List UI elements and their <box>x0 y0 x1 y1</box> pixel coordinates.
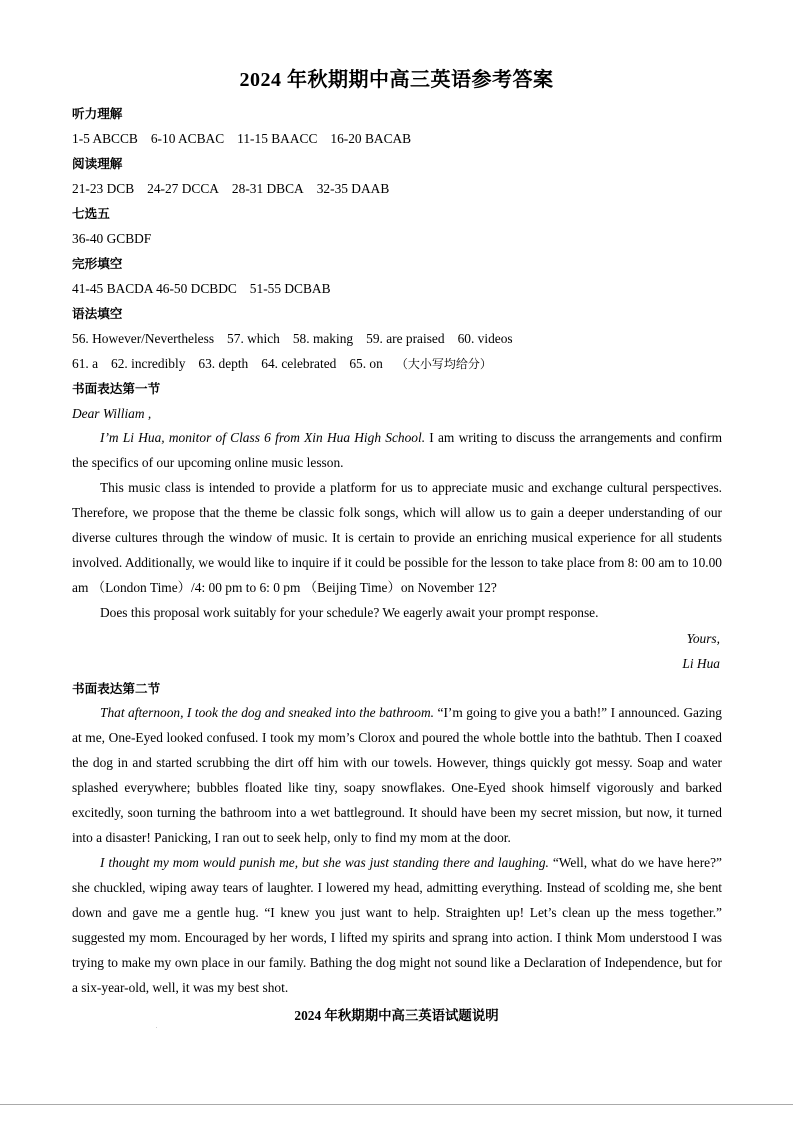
answer-item: 61. a <box>72 356 99 371</box>
writing1-heading: 书面表达第一节 <box>72 381 161 396</box>
letter-paragraph-1 <box>72 425 722 475</box>
listening-answers <box>72 130 424 148</box>
answer-group: 51-55 DCBAB <box>249 281 331 296</box>
given-opening: I thought my mom would punish me, but she was just standing there and laughing. <box>100 855 549 870</box>
grammar-heading: 语法填空 <box>72 306 123 321</box>
paragraph-text: I am writing to discuss the arrangements and confirm the specifics of our upcoming online music lesson. <box>72 430 722 470</box>
answer-item: 64. celebrated <box>261 356 337 371</box>
answer-item: 58. making <box>292 331 354 346</box>
paragraph-text: “Well, what do we have here?” she chuckled, wiping away tears of laughter. I lowered my head, admitting everything. Instead of scolding me, she bent down and gave me a gentle hug. “I knew you just want to help. Straighten up! Let’s clean up the mess together.” suggested my mom. Encouraged by her words, I lifted my spirits and sprang into action. I think Mom understood I was trying to make my own place in our family. Bathing the dog might not sound like a Declaration of Independence, but for a six-year-old, well, it was my best shot. <box>72 855 722 995</box>
seven-choose-five-answers <box>72 230 164 248</box>
answer-group: 36-40 GCBDF <box>72 231 152 246</box>
letter-paragraph-2: This music class is intended to provide a platform for us to appreciate music and exchange cultural perspectives. Therefore, we propose that the theme be classic folk songs, which will allow us to gain a deeper understanding of our diverse cultures through the window of music. It is certain to provide an enriching musical experience for all students involved. Additionally, we would like to inquire if it could be possible for the lesson to take place from 8: 00 am to 10.00 am （London Time）/4: 00 pm to 6: 0 pm （Beijing Time）on November 12? <box>72 480 722 595</box>
answer-group: 32-35 DAAB <box>316 181 390 196</box>
answer-item: 65. on <box>349 356 383 371</box>
listening-heading: 听力理解 <box>72 106 123 121</box>
given-opening: I’m Li Hua, monitor of Class 6 from Xin Hua High School. <box>100 430 426 445</box>
answer-item: 57. which <box>227 331 280 346</box>
answer-group: 6-10 ACBAC <box>150 131 225 146</box>
letter-closing: Yours, <box>686 631 720 646</box>
seven-choose-five-heading: 七选五 <box>72 206 110 221</box>
next-section-title: 2024 年秋期期中高三英语试题说明 <box>294 1008 499 1023</box>
grammar-answers-row1 <box>72 330 526 348</box>
cloze-heading: 完形填空 <box>72 256 123 271</box>
grading-note: （大小写均给分） <box>395 357 492 371</box>
letter-paragraph-3: Does this proposal work suitably for your schedule? We eagerly await your prompt response. <box>100 605 599 620</box>
page-bottom-rule <box>0 1104 793 1105</box>
reading-heading: 阅读理解 <box>72 156 123 171</box>
story-paragraph-2 <box>72 850 722 1000</box>
answer-group: 24-27 DCCA <box>147 181 219 196</box>
cloze-answers <box>72 280 344 298</box>
story-paragraph-1 <box>72 700 722 850</box>
answer-group: 1-5 ABCCB <box>72 131 138 146</box>
paragraph-text: “I’m going to give you a bath!” I announced. Gazing at me, One-Eyed looked confused. I took my mom’s Clorox and poured the whole bottle into the bathtub. Then I coaxed the dog in and started scrubbing the dirt off him with our towels. However, things quickly got messy. Soap and water splashed everywhere; bubbles floated like tiny, soapy snowflakes. One-Eyed shook himself vigorously and barked excitedly, soon turning the bathroom into a wet battleground. It should have been my secret mission, but now, it turned into a disaster! Panicking, I ran out to seek help, only to find my mom at the door. <box>72 705 722 845</box>
scan-speck <box>156 1027 157 1028</box>
writing2-heading: 书面表达第二节 <box>72 681 161 696</box>
answer-item: 56. However/Nevertheless <box>72 331 215 346</box>
letter-signature: Li Hua <box>682 656 720 671</box>
reading-answers <box>72 180 402 198</box>
answer-item: 59. are praised <box>366 331 445 346</box>
answer-group: 28-31 DBCA <box>231 181 304 196</box>
grammar-answers-row2 <box>72 355 505 373</box>
answer-group: 21-23 DCB <box>72 181 135 196</box>
answer-item: 60. videos <box>457 331 513 346</box>
given-opening: That afternoon, I took the dog and sneaked into the bathroom. <box>100 705 435 720</box>
answer-item: 62. incredibly <box>111 356 186 371</box>
answer-group: 16-20 BACAB <box>330 131 412 146</box>
salutation: Dear William , <box>72 406 152 421</box>
answer-item: 63. depth <box>198 356 249 371</box>
answer-group: 11-15 BAACC <box>237 131 318 146</box>
answer-group: 41-45 BACDA 46-50 DCBDC <box>72 281 237 296</box>
page-title: 2024 年秋期期中高三英语参考答案 <box>239 69 554 91</box>
